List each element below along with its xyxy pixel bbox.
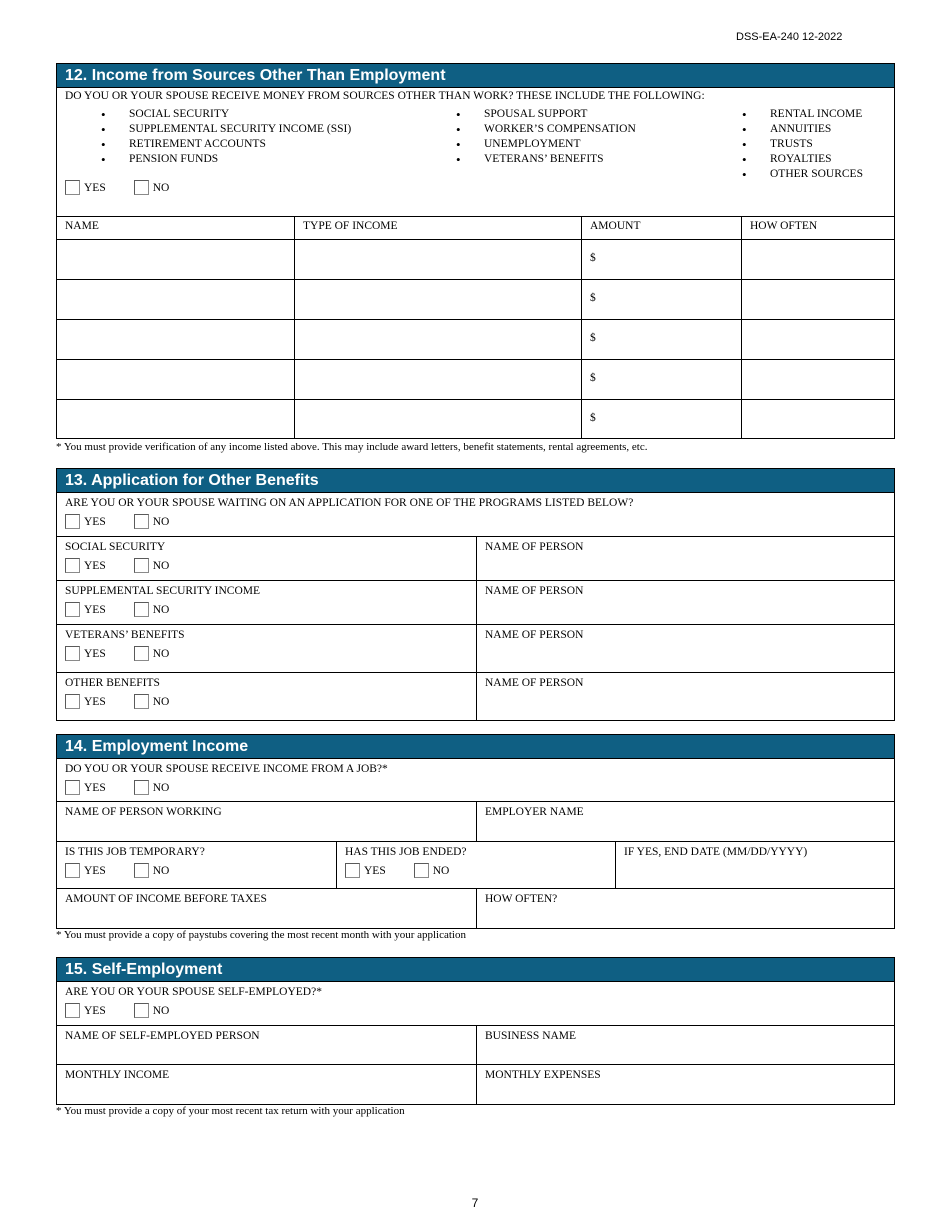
income-how-often-input[interactable] <box>741 400 894 438</box>
paystub-note: * You must provide a copy of paystubs covering the most recent month with your application <box>56 929 466 941</box>
job-ended-label: HAS THIS JOB ENDED? <box>345 846 467 858</box>
yes-checkbox[interactable] <box>65 558 80 573</box>
name-of-person-label: NAME OF PERSON <box>485 541 584 553</box>
business-name-field[interactable] <box>476 1026 894 1064</box>
income-name-input[interactable] <box>57 360 294 399</box>
yes-checkbox[interactable] <box>65 694 80 709</box>
no-checkbox[interactable] <box>134 646 149 661</box>
yes-checkbox[interactable] <box>65 602 80 617</box>
person-working-field[interactable] <box>57 802 476 841</box>
yes-checkbox[interactable] <box>65 1003 80 1018</box>
no-label: NO <box>152 647 170 660</box>
form-code: DSS-EA-240 12-2022 <box>736 31 843 43</box>
income-amount-input[interactable]: $ <box>581 280 741 319</box>
no-checkbox[interactable] <box>134 514 149 529</box>
section-other-benefits <box>56 468 895 721</box>
list-item: • UNEMPLOYMENT <box>456 137 742 152</box>
tax-return-note: * You must provide a copy of your most recent tax return with your application <box>56 1105 405 1117</box>
table-row <box>57 319 894 359</box>
no-checkbox[interactable] <box>414 863 429 878</box>
no-label: NO <box>152 559 170 572</box>
list-item: • ROYALTIES <box>742 152 863 167</box>
income-question-row <box>57 88 894 216</box>
income-source-list <box>65 103 894 182</box>
benefit-row-other <box>57 672 894 720</box>
temporary-yes-no <box>65 863 336 878</box>
employment-yes-no <box>65 780 894 795</box>
section-12-title: 12. Income from Sources Other Than Employment <box>57 64 894 88</box>
no-checkbox[interactable] <box>134 863 149 878</box>
benefit-yes-no <box>65 602 476 617</box>
page-number: 7 <box>471 1196 479 1210</box>
self-employment-money-row <box>57 1064 894 1104</box>
list-item: • WORKER’S COMPENSATION <box>456 122 742 137</box>
list-item: • OTHER SOURCES <box>742 167 863 182</box>
no-label: NO <box>152 781 170 794</box>
no-checkbox[interactable] <box>134 694 149 709</box>
benefit-row-social-security <box>57 536 894 580</box>
income-table-header <box>57 216 894 239</box>
name-of-person-label: NAME OF PERSON <box>485 585 584 597</box>
benefit-label: OTHER BENEFITS <box>65 677 160 689</box>
no-label: NO <box>152 603 170 616</box>
list-item: • RETIREMENT ACCOUNTS <box>65 137 456 152</box>
income-type-input[interactable] <box>294 400 581 438</box>
end-date-field[interactable] <box>615 842 894 888</box>
list-item: • ANNUITIES <box>742 122 863 137</box>
income-how-often-input[interactable] <box>741 360 894 399</box>
yes-label: YES <box>84 515 106 528</box>
section-employment-income <box>56 734 895 929</box>
self-employment-names-row <box>57 1025 894 1064</box>
no-label: NO <box>152 515 170 528</box>
yes-checkbox[interactable] <box>65 780 80 795</box>
name-of-person-field[interactable] <box>476 581 894 624</box>
yes-checkbox[interactable] <box>65 646 80 661</box>
no-label: NO <box>432 864 450 877</box>
list-item: • PENSION FUNDS <box>65 152 456 167</box>
name-of-person-field[interactable] <box>476 537 894 580</box>
income-how-often-input[interactable] <box>741 320 894 359</box>
section-13-title: 13. Application for Other Benefits <box>57 469 894 493</box>
income-amount-input[interactable]: $ <box>581 360 741 399</box>
monthly-income-label: MONTHLY INCOME <box>65 1069 170 1081</box>
col-type-header: TYPE OF INCOME <box>294 217 581 239</box>
list-item: • SUPPLEMENTAL SECURITY INCOME (SSI) <box>65 122 456 137</box>
section-15-title: 15. Self-Employment <box>57 958 894 982</box>
employment-status-row <box>57 841 894 888</box>
no-label: NO <box>152 181 170 194</box>
self-employed-person-field[interactable] <box>57 1026 476 1064</box>
yes-checkbox[interactable] <box>65 514 80 529</box>
benefit-row-ssi <box>57 580 894 624</box>
employer-name-field[interactable] <box>476 802 894 841</box>
benefits-question: ARE YOU OR YOUR SPOUSE WAITING ON AN APPLICATION FOR ONE OF THE PROGRAMS LISTED BELOW? <box>65 497 634 509</box>
income-name-input[interactable] <box>57 280 294 319</box>
name-of-person-label: NAME OF PERSON <box>485 629 584 641</box>
income-source-col-2 <box>456 107 742 182</box>
income-type-input[interactable] <box>294 280 581 319</box>
benefit-yes-no <box>65 646 476 661</box>
end-date-label: IF YES, END DATE (MM/DD/YYYY) <box>624 846 808 858</box>
yes-label: YES <box>84 864 106 877</box>
how-often-field[interactable] <box>476 889 894 928</box>
self-employed-person-label: NAME OF SELF-EMPLOYED PERSON <box>65 1030 260 1042</box>
yes-label: YES <box>84 695 106 708</box>
income-name-input[interactable] <box>57 240 294 279</box>
yes-checkbox[interactable] <box>65 863 80 878</box>
yes-label: YES <box>364 864 386 877</box>
employer-name-label: EMPLOYER NAME <box>485 806 584 818</box>
yes-checkbox[interactable] <box>65 180 80 195</box>
yes-label: YES <box>84 603 106 616</box>
income-amount-input[interactable]: $ <box>581 240 741 279</box>
self-employment-yes-no <box>65 1003 894 1018</box>
income-name-input[interactable] <box>57 400 294 438</box>
benefit-yes-no <box>65 694 476 709</box>
yes-label: YES <box>84 781 106 794</box>
section-income-other-sources <box>56 63 895 439</box>
benefit-row-veterans <box>57 624 894 672</box>
benefit-yes-no <box>65 558 476 573</box>
monthly-income-field[interactable] <box>57 1065 476 1104</box>
income-verification-note: * You must provide verification of any income listed above. This may include award letters, benefit statements, rental agreements, etc. <box>56 441 648 453</box>
table-row <box>57 279 894 319</box>
col-how-often-header: HOW OFTEN <box>741 217 894 239</box>
no-checkbox[interactable] <box>134 558 149 573</box>
income-source-col-1 <box>65 107 456 182</box>
yes-checkbox[interactable] <box>345 863 360 878</box>
no-checkbox[interactable] <box>134 780 149 795</box>
income-type-input[interactable] <box>294 320 581 359</box>
job-temporary-label: IS THIS JOB TEMPORARY? <box>65 846 205 858</box>
yes-label: YES <box>84 181 106 194</box>
no-label: NO <box>152 1004 170 1017</box>
table-row <box>57 399 894 438</box>
benefit-label: SUPPLEMENTAL SECURITY INCOME <box>65 585 261 597</box>
name-of-person-field[interactable] <box>476 673 894 720</box>
income-type-input[interactable] <box>294 240 581 279</box>
list-item: • SPOUSAL SUPPORT <box>456 107 742 122</box>
name-of-person-label: NAME OF PERSON <box>485 677 584 689</box>
person-working-label: NAME OF PERSON WORKING <box>65 806 222 818</box>
monthly-expenses-field[interactable] <box>476 1065 894 1104</box>
income-source-col-3 <box>742 107 863 182</box>
yes-label: YES <box>84 647 106 660</box>
list-item: • SOCIAL SECURITY <box>65 107 456 122</box>
benefit-label: VETERANS’ BENEFITS <box>65 629 185 641</box>
benefit-label: SOCIAL SECURITY <box>65 541 166 553</box>
employment-question-row <box>57 759 894 801</box>
income-amount-input[interactable]: $ <box>581 400 741 438</box>
section-self-employment <box>56 957 895 1105</box>
section-14-title: 14. Employment Income <box>57 735 894 759</box>
how-often-label: HOW OFTEN? <box>485 893 558 905</box>
list-item: • TRUSTS <box>742 137 863 152</box>
income-name-input[interactable] <box>57 320 294 359</box>
yes-label: YES <box>84 559 106 572</box>
list-item: • RENTAL INCOME <box>742 107 863 122</box>
no-label: NO <box>152 695 170 708</box>
self-employment-question: ARE YOU OR YOUR SPOUSE SELF-EMPLOYED?* <box>65 986 322 998</box>
income-before-taxes-label: AMOUNT OF INCOME BEFORE TAXES <box>65 893 267 905</box>
list-item: • VETERANS’ BENEFITS <box>456 152 742 167</box>
benefits-question-row <box>57 493 894 536</box>
self-employment-question-row <box>57 982 894 1025</box>
no-checkbox[interactable] <box>134 180 149 195</box>
no-label: NO <box>152 864 170 877</box>
yes-label: YES <box>84 1004 106 1017</box>
table-row <box>57 239 894 279</box>
income-how-often-input[interactable] <box>741 280 894 319</box>
col-name-header: NAME <box>65 220 99 232</box>
employment-amount-row <box>57 888 894 928</box>
monthly-expenses-label: MONTHLY EXPENSES <box>485 1069 601 1081</box>
col-amount-header: AMOUNT <box>581 217 741 239</box>
ended-yes-no <box>345 863 615 878</box>
business-name-label: BUSINESS NAME <box>485 1030 577 1042</box>
employment-names-row <box>57 801 894 841</box>
income-yes-no <box>65 180 894 195</box>
income-amount-input[interactable]: $ <box>581 320 741 359</box>
benefits-yes-no <box>65 514 894 529</box>
income-before-taxes-field[interactable] <box>57 889 476 928</box>
name-of-person-field[interactable] <box>476 625 894 672</box>
no-checkbox[interactable] <box>134 1003 149 1018</box>
table-row <box>57 359 894 399</box>
no-checkbox[interactable] <box>134 602 149 617</box>
income-how-often-input[interactable] <box>741 240 894 279</box>
employment-question: DO YOU OR YOUR SPOUSE RECEIVE INCOME FROM A JOB?* <box>65 763 388 775</box>
income-question: DO YOU OR YOUR SPOUSE RECEIVE MONEY FROM SOURCES OTHER THAN WORK? THESE INCLUDE THE FOLLOWING: <box>65 90 705 102</box>
income-type-input[interactable] <box>294 360 581 399</box>
